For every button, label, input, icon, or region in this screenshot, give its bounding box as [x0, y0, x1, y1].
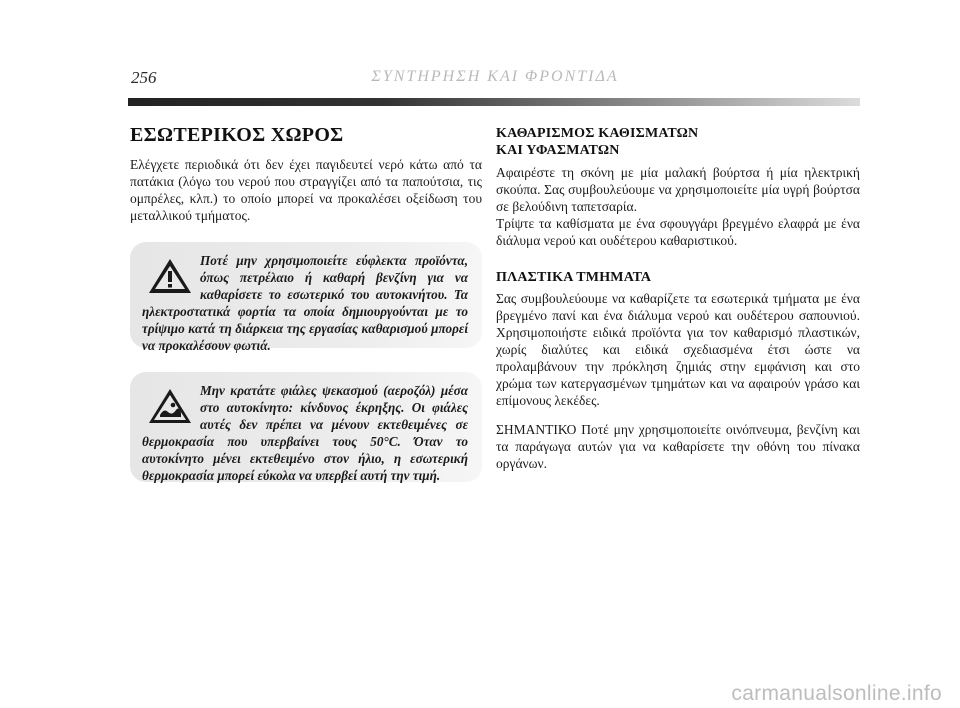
section-heading-interior: ΕΣΩΤΕΡΙΚΟΣ ΧΩΡΟΣ [130, 124, 344, 146]
plastics-paragraph: Σας συμβουλεύουμε να καθαρίζετε τα εσωτερικά τμήματα με ένα βρεγμένο πανί και ένα διάλυμα νερού και ουδέτερου σαπουνιού. Χρησιμοποιήστε ειδικά προϊόντα για τον καθαρισμό πλαστικών, χωρίς διαλύτες και ειδικά σχεδιασμένα έτσι ώστε να προλαμβάνουν την πρόκληση ζημιάς στην εμφάνιση και στο χρώμα των κατεργασμένων τμημάτων και να αφαιρούν γράσο και επίμονους λεκέδες. [496, 291, 860, 408]
section-heading-seats-line1: ΚΑΘΑΡΙΣΜΟΣ ΚΑΘΙΣΜΑΤΩΝ [496, 126, 699, 141]
seats-paragraph-2: Τρίψτε τα καθίσματα με ένα σφουγγάρι βρεγμένο ελαφρά με ένα διάλυμα νερού και ουδέτερου καθαριστικού. [496, 216, 860, 248]
warning-text-aerosol: Μην κρατάτε φιάλες ψεκασμού (αεροζόλ) μέσα στο αυτοκίνητο: κίνδυνος έκρηξης. Οι φιάλες αυτές δεν πρέπει να μένουν εκτεθειμένες σε θερμοκρασία που υπερβαίνει τους 50°C. Όταν το αυτοκίνητο μένει εκτεθειμένο στον ήλιο, η εσωτερική θερμοκρασία μπορεί εύκολα να υπερβεί αυτή την τιμή. [142, 383, 468, 483]
watermark: carmanualsonline.info [731, 682, 942, 705]
interior-paragraph: Ελέγχετε περιοδικά ότι δεν έχει παγιδευτεί νερό κάτω από τα πατάκια (λόγω του νερού που στραγγίζει από τα παπούτσια, τις ομπρέλες, κλπ.) το οποίο μπορεί να προκαλέσει οξείδωση του μεταλλικού τμήματος. [130, 157, 482, 223]
important-note: ΣΗΜΑΝΤΙΚΟ Ποτέ μην χρησιμοποιείτε οινόπνευμα, βενζίνη και τα παράγωγα αυτών για να καθαρίσετε την οθόνη του πίνακα οργάνων. [496, 422, 860, 471]
page-number: 256 [131, 68, 157, 87]
warning-box-aerosol [130, 372, 482, 482]
hazard-triangle-icon [146, 386, 194, 426]
running-title: ΣΥΝΤΗΡΗΣΗ ΚΑΙ ΦΡΟΝΤΙΔΑ [371, 68, 619, 85]
warning-box-flammable [130, 242, 482, 353]
header-rule [128, 98, 860, 106]
right-column [496, 120, 860, 472]
warning-triangle-icon [146, 256, 194, 296]
section-heading-plastics: ΠΛΑΣΤΙΚΑ ΤΜΗΜΑΤΑ [496, 270, 652, 285]
warning-text-flammable: Ποτέ μην χρησιμοποιείτε εύφλεκτα προϊόντα, όπως πετρέλαιο ή καθαρή βενζίνη για να καθαρίσετε το εσωτερικό του αυτοκινήτου. Τα ηλεκτροστατικά φορτία τα οποία δημιουργούνται με το τρίψιμο κατά τη διάρκεια της εργασίας καθαρισμού μπορεί να προκαλέσουν φωτιά. [142, 253, 468, 353]
left-column [130, 120, 482, 224]
section-heading-seats-line2: ΚΑΙ ΥΦΑΣΜΑΤΩΝ [496, 143, 620, 158]
seats-paragraph-1: Αφαιρέστε τη σκόνη με μία μαλακή βούρτσα ή μία ηλεκτρική σκούπα. Σας συμβουλεύουμε να χρησιμοποιείτε μία υγρή βούρτσα σε βελούδινη ταπετσαρία. [496, 165, 860, 214]
